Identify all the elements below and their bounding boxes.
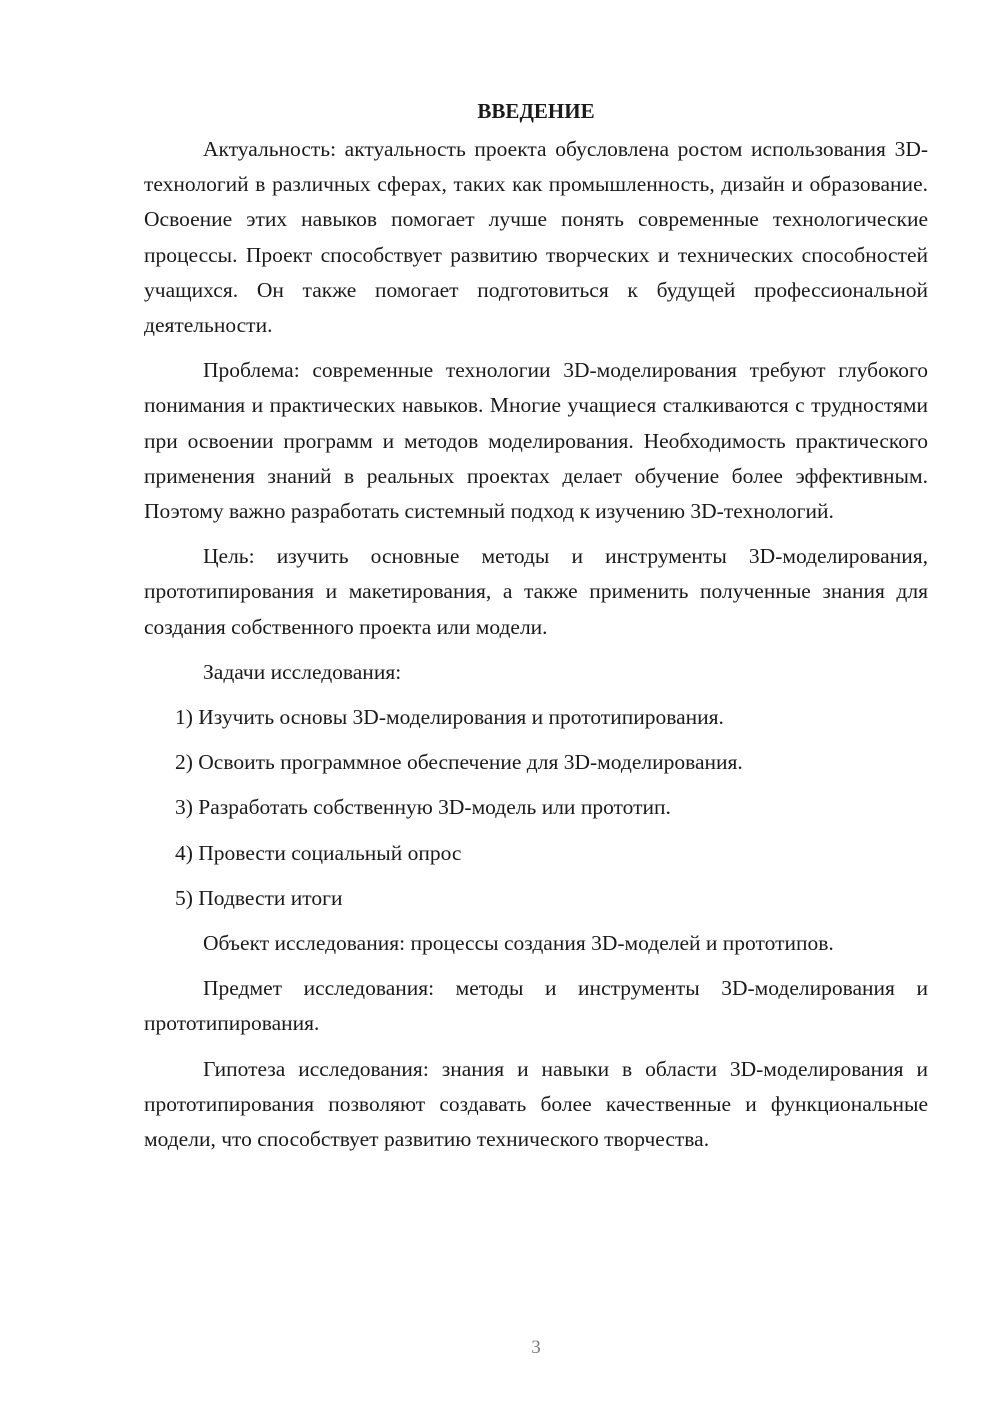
- paragraph-relevance: Актуальность: актуальность проекта обусловлена ростом использования 3D-технологий в различных сферах, таких как промышленность, дизайн и образование. Освоение этих навыков помогает лучше понять современные технологические процессы. Проект способствует развитию творческих и технических способностей учащихся. Он также помогает подготовиться к будущей профессиональной деятельности.: [144, 137, 928, 338]
- tasks-title: Задачи исследования:: [203, 659, 402, 684]
- task-item: 4) Провести социальный опрос: [175, 840, 462, 865]
- task-item: 2) Освоить программное обеспечение для 3D-моделирования.: [175, 750, 743, 775]
- page-content: [144, 98, 928, 1167]
- paragraph-hypothesis: Гипотеза исследования: знания и навыки в области 3D-моделирования и прототипирования позволяют создавать более качественные и функциональные модели, что способствует развитию технического творчества.: [144, 1056, 928, 1152]
- paragraph-object: Объект исследования: процессы создания 3D-моделей и прототипов.: [203, 931, 834, 956]
- task-item: 5) Подвести итоги: [175, 885, 343, 910]
- paragraph-subject: Предмет исследования: методы и инструменты 3D-моделирования и прототипирования.: [144, 976, 928, 1036]
- paragraph-goal: Цель: изучить основные методы и инструменты 3D-моделирования, прототипирования и макетирования, а также применить полученные знания для создания собственного проекта или модели.: [144, 544, 928, 639]
- section-heading: ВВЕДЕНИЕ: [477, 99, 595, 123]
- task-list: [144, 700, 928, 916]
- task-item: 3) Разработать собственную 3D-модель или прототип.: [175, 795, 671, 820]
- paragraph-problem: Проблема: современные технологии 3D-моделирования требуют глубокого понимания и практических навыков. Многие учащиеся сталкиваются с трудностями при освоении программ и методов моделирования. Необходимость практического применения знаний в реальных проектах делает обучение более эффективным. Поэтому важно разработать системный подход к изучению 3D-технологий.: [144, 358, 928, 524]
- task-item: 1) Изучить основы 3D-моделирования и прототипирования.: [175, 705, 724, 730]
- page-number: 3: [531, 1337, 541, 1358]
